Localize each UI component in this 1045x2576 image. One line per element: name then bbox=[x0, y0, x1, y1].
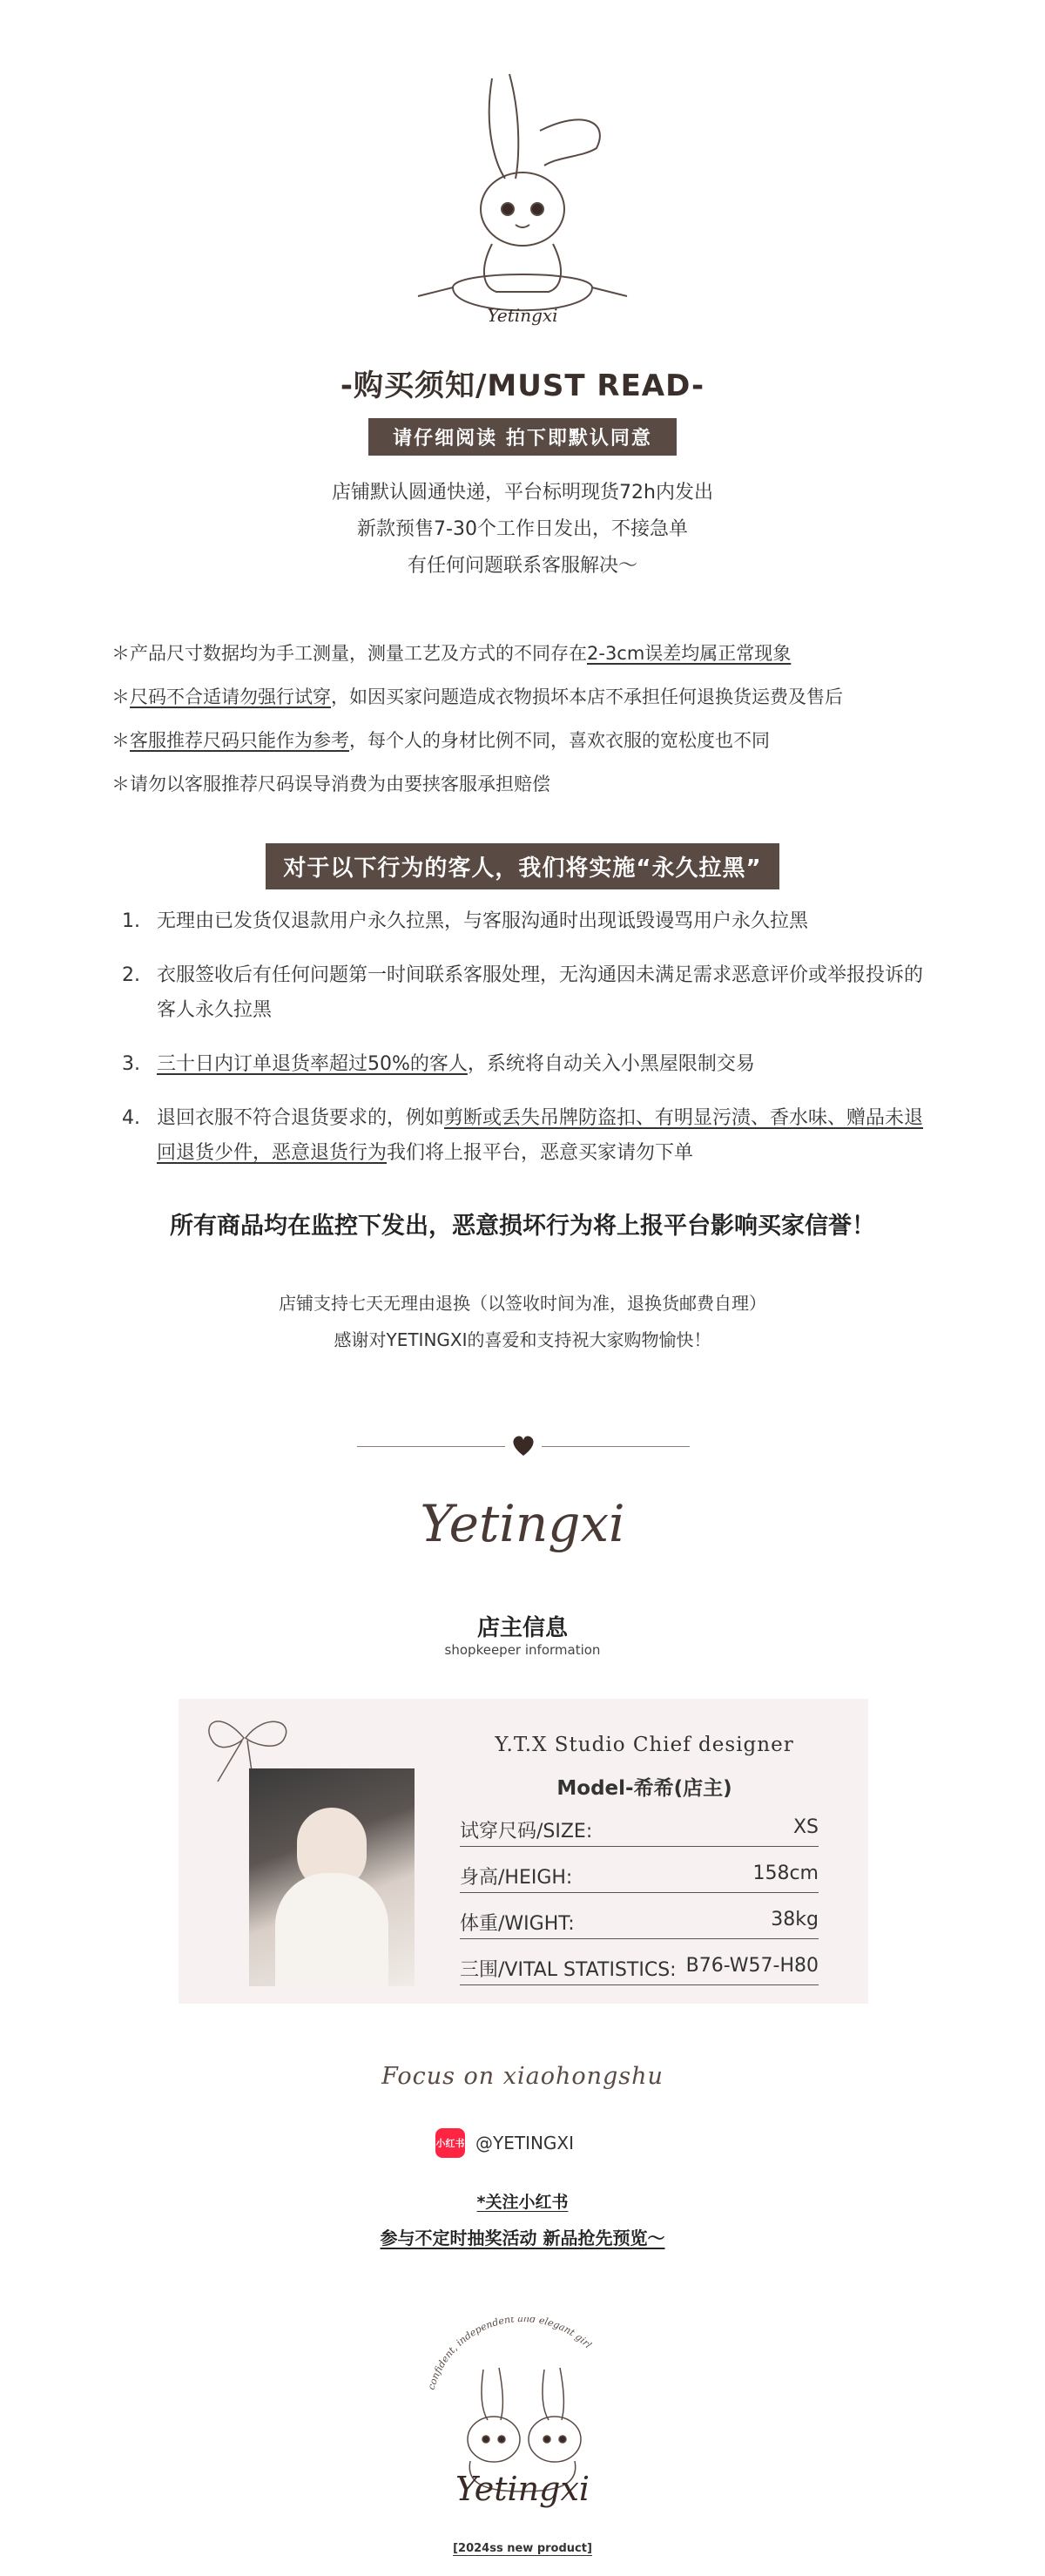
brand-logo bbox=[322, 26, 723, 357]
rule-item bbox=[122, 1047, 940, 1082]
note-underlined: 2-3cm误差均属正常现象 bbox=[587, 643, 792, 664]
stat-row bbox=[460, 1816, 819, 1847]
note-text: ＊请勿以客服推荐尺码误导消费为由要挟客服承担赔偿 bbox=[111, 774, 550, 794]
footer-logo-text: Yetingxi bbox=[455, 2470, 590, 2508]
read-banner: 请仔细阅读 拍下即默认同意 bbox=[368, 418, 677, 456]
brand-logo-text: Yetingxi bbox=[487, 305, 558, 326]
monitor-warning: 所有商品均在监控下发出，恶意损坏行为将上报平台影响买家信誉！ bbox=[170, 1213, 875, 1240]
note-item bbox=[111, 719, 982, 762]
event-text: 参与不定时抽奖活动 新品抢先预览～ bbox=[380, 2228, 665, 2248]
stat-value: 158cm bbox=[752, 1863, 819, 1884]
rule-item bbox=[122, 958, 940, 1028]
note-item bbox=[111, 762, 982, 806]
rule-underlined: 剪断或丢失吊牌防盗扣、有明显污渍、香水味、赠品未退回退货少件，恶意退货行为 bbox=[157, 1107, 924, 1164]
rule-text: 无理由已发货仅退款用户永久拉黑，与客服沟通时出现诋毁谩骂用户永久拉黑 bbox=[157, 910, 809, 932]
rule-text: 衣服签收后有任何问题第一时间联系客服处理，无沟通因未满足需求恶意评价或举报投诉的客人永久拉黑 bbox=[157, 964, 924, 1021]
note-star: ＊ bbox=[111, 730, 130, 751]
xiaohongshu-icon: 小红书 bbox=[435, 2128, 465, 2158]
season-tag-text: [2024ss new product] bbox=[453, 2542, 592, 2555]
heart-icon bbox=[510, 1432, 536, 1458]
stat-value: XS bbox=[792, 1816, 819, 1838]
note-item bbox=[111, 632, 982, 675]
model-photo bbox=[249, 1768, 415, 1986]
note-star: ＊ bbox=[111, 686, 130, 707]
follow-note bbox=[0, 2189, 1045, 2213]
rule-text bbox=[157, 1047, 940, 1082]
return-note bbox=[0, 1285, 1045, 1358]
season-tag bbox=[0, 2542, 1045, 2555]
model-blouse bbox=[275, 1873, 388, 1986]
shopkeeper-title: 店主信息 bbox=[476, 1615, 568, 1641]
note-underlined: 尺码不合适请勿强行试穿 bbox=[130, 686, 331, 707]
rule-text bbox=[157, 1101, 940, 1171]
focus-xiaohongshu: Focus on xiaohongshu bbox=[381, 2063, 664, 2090]
return-note-line: 店铺支持七天无理由退换（以签收时间为准，退换货邮费自理） bbox=[279, 1293, 766, 1314]
xhs-account[interactable] bbox=[435, 2128, 610, 2158]
rule-underlined: 三十日内订单退货率超过50%的客人 bbox=[157, 1053, 468, 1075]
read-banner-wrap bbox=[0, 418, 1045, 456]
rule-number: 2. bbox=[122, 964, 140, 986]
rule-text-rest: ，系统将自动关入小黑屋限制交易 bbox=[467, 1053, 755, 1075]
stat-label: 体重/WIGHT: bbox=[460, 1913, 575, 1935]
event-note bbox=[0, 2224, 1045, 2249]
footer-logo bbox=[396, 2317, 649, 2535]
stat-row bbox=[460, 1955, 819, 1985]
blacklist-banner-wrap bbox=[0, 843, 1045, 889]
stat-row bbox=[460, 1909, 819, 1939]
note-text: ＊产品尺寸数据均为手工测量，测量工艺及方式的不同存在 bbox=[111, 643, 587, 664]
svg-text:confident, independent and ele bbox=[426, 2317, 594, 2391]
blacklist-rules bbox=[122, 904, 940, 1190]
blacklist-banner: 对于以下行为的客人，我们将实施“永久拉黑” bbox=[266, 843, 779, 889]
stat-value: B76-W57-H80 bbox=[685, 1955, 819, 1977]
shopkeeper-subtitle: shopkeeper information bbox=[444, 1642, 601, 1658]
intro-line: 店铺默认圆通快递，平台标明现货72h内发出 bbox=[332, 482, 713, 504]
intro-line: 有任何问题联系客服解决～ bbox=[407, 555, 637, 577]
shipping-intro bbox=[0, 475, 1045, 585]
divider-line-left bbox=[357, 1446, 505, 1447]
rule-number: 1. bbox=[122, 910, 140, 932]
rule-text-rest: 我们将上报平台，恶意买家请勿下单 bbox=[387, 1142, 694, 1164]
notes-list bbox=[111, 632, 982, 806]
divider-line-right bbox=[542, 1446, 690, 1447]
model-name: Model-希希(店主) bbox=[556, 1777, 732, 1800]
stat-value: 38kg bbox=[771, 1909, 819, 1930]
follow-text: *关注小红书 bbox=[476, 2193, 569, 2212]
rule-number: 3. bbox=[122, 1053, 140, 1075]
stat-label: 三围/VITAL STATISTICS: bbox=[460, 1959, 677, 1981]
arc-slogan: confident, independent and elegant girl bbox=[425, 2317, 594, 2391]
intro-line: 新款预售7-30个工作日发出，不接急单 bbox=[357, 518, 688, 540]
page-title: -购买须知/MUST READ- bbox=[340, 368, 705, 403]
designer-title: Y.T.X Studio Chief designer bbox=[495, 1734, 794, 1756]
stat-row bbox=[460, 1863, 819, 1893]
return-note-line: 感谢对YETINGXI的喜爱和支持祝大家购物愉快！ bbox=[334, 1329, 711, 1350]
note-underlined: 客服推荐尺码只能作为参考 bbox=[130, 730, 349, 751]
note-item bbox=[111, 675, 982, 719]
note-text: ，每个人的身材比例不同，喜欢衣服的宽松度也不同 bbox=[349, 730, 770, 751]
stat-label: 试穿尺码/SIZE: bbox=[460, 1821, 593, 1842]
script-signature: Yetingxi bbox=[420, 1494, 625, 1553]
model-stats bbox=[460, 1816, 819, 1985]
rule-text-start: 退回衣服不符合退货要求的，例如 bbox=[157, 1107, 445, 1129]
rule-item bbox=[122, 904, 940, 939]
note-text: ，如因买家问题造成衣物损坏本店不承担任何退换货运费及售后 bbox=[331, 686, 843, 707]
xhs-handle: @YETINGXI bbox=[475, 2133, 575, 2153]
stat-label: 身高/HEIGH: bbox=[460, 1867, 573, 1889]
rule-item bbox=[122, 1101, 940, 1171]
rule-number: 4. bbox=[122, 1107, 140, 1129]
